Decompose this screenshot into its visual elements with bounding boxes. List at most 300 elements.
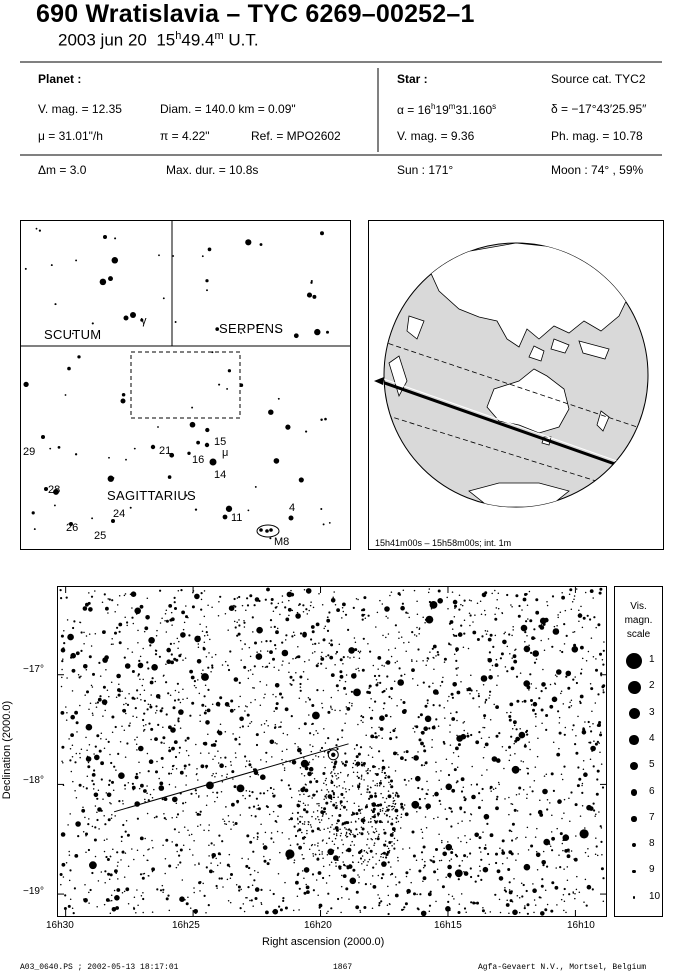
cluster-star: [383, 852, 386, 855]
field-star: [418, 806, 421, 809]
field-star: [274, 644, 276, 646]
field-star: [522, 701, 524, 703]
field-star: [476, 690, 478, 692]
field-star: [534, 899, 536, 901]
cluster-star: [350, 834, 352, 836]
field-star: [519, 897, 521, 899]
finder-star: [324, 418, 327, 421]
field-star: [488, 658, 493, 663]
field-star: [88, 892, 90, 894]
field-star: [414, 634, 416, 636]
field-star: [85, 737, 87, 739]
field-star: [411, 660, 413, 662]
cluster-star: [386, 798, 388, 800]
field-star: [354, 760, 356, 762]
field-star: [188, 755, 190, 757]
field-star: [371, 747, 373, 749]
field-star: [443, 707, 445, 709]
field-star: [406, 750, 409, 753]
field-star: [205, 765, 208, 768]
field-star: [535, 766, 537, 768]
field-star: [206, 631, 208, 633]
field-star: [140, 656, 142, 658]
field-star: [72, 745, 74, 747]
field-star: [377, 656, 381, 660]
scale-title-3: scale: [626, 629, 651, 640]
field-star: [563, 623, 565, 625]
field-star: [416, 660, 418, 662]
field-star: [294, 859, 296, 861]
field-star: [509, 760, 511, 762]
field-star: [475, 740, 479, 744]
field-star: [204, 590, 206, 592]
field-star: [402, 709, 407, 714]
field-star: [317, 663, 319, 665]
field-star: [60, 873, 63, 876]
field-star: [151, 840, 153, 842]
field-star: [575, 735, 577, 737]
cluster-star: [386, 807, 388, 809]
field-star: [402, 848, 404, 850]
field-star: [310, 638, 312, 640]
field-star: [515, 594, 518, 597]
field-star: [364, 869, 366, 871]
field-star: [116, 674, 121, 679]
finder-bright-star: [151, 445, 155, 449]
cluster-star: [367, 770, 369, 772]
field-star: [530, 845, 533, 848]
field-star: [224, 820, 226, 822]
field-star: [459, 595, 461, 597]
finder-star: [247, 509, 249, 511]
field-star: [319, 907, 321, 909]
field-star: [439, 704, 441, 706]
cluster-star: [351, 821, 353, 823]
field-star: [600, 672, 602, 674]
field-star: [276, 743, 278, 745]
field-star: [201, 673, 203, 675]
field-star: [206, 804, 208, 806]
field-star: [93, 753, 95, 755]
field-star: [239, 727, 241, 729]
cluster-star: [335, 806, 338, 809]
field-star: [91, 596, 93, 598]
field-star: [416, 860, 418, 862]
field-star: [109, 878, 111, 880]
field-star: [381, 861, 387, 867]
field-star: [466, 735, 469, 738]
field-star: [368, 687, 370, 689]
field-star: [213, 743, 217, 747]
field-star: [164, 817, 166, 819]
field-star: [482, 831, 484, 833]
cluster-star: [398, 821, 400, 823]
field-star: [185, 739, 187, 741]
field-star: [590, 687, 593, 690]
finder-star: [49, 448, 51, 450]
field-star: [271, 602, 273, 604]
field-star: [501, 851, 505, 855]
field-star: [228, 815, 230, 817]
field-star: [96, 798, 98, 800]
field-star: [353, 689, 361, 697]
field-star: [290, 817, 293, 820]
field-star: [300, 632, 302, 634]
field-star: [583, 901, 585, 903]
field-star: [592, 723, 594, 725]
cluster-star: [394, 838, 396, 840]
field-star: [470, 734, 472, 736]
field-star: [432, 648, 434, 650]
field-star: [75, 821, 81, 827]
field-star: [326, 912, 328, 914]
y-tick-3: −19°: [23, 886, 44, 897]
cluster-star: [396, 818, 398, 820]
field-star: [374, 675, 376, 677]
field-star: [548, 638, 550, 640]
field-star: [292, 658, 294, 660]
field-star: [83, 664, 88, 669]
cluster-star: [343, 806, 346, 809]
field-star: [145, 615, 150, 620]
field-star: [137, 630, 139, 632]
field-star: [508, 633, 510, 635]
cluster-star: [367, 768, 369, 770]
field-star: [174, 607, 177, 610]
field-star: [359, 910, 361, 912]
field-star: [358, 876, 360, 878]
field-star: [390, 823, 393, 826]
field-star: [347, 848, 352, 853]
cluster-star: [325, 813, 327, 815]
field-star: [132, 786, 136, 790]
field-star: [537, 869, 539, 871]
field-star: [195, 744, 197, 746]
finder-bright-star: [223, 515, 228, 520]
field-star: [184, 826, 186, 828]
cluster-star: [304, 823, 306, 825]
field-star: [102, 699, 108, 705]
scale-title-1: Vis.: [630, 601, 647, 612]
field-star: [263, 843, 265, 845]
field-star: [508, 913, 510, 915]
field-star: [427, 794, 429, 796]
field-star: [477, 638, 480, 641]
cluster-star: [342, 852, 344, 854]
field-star: [409, 847, 411, 849]
field-star: [425, 619, 427, 621]
field-star: [576, 876, 578, 878]
field-star: [252, 851, 254, 853]
field-star: [177, 813, 179, 815]
field-star: [433, 668, 435, 670]
field-star: [137, 905, 139, 907]
cluster-star: [367, 852, 369, 854]
field-star: [380, 809, 382, 811]
footer-file: A03_0640.PS ; 2002-05-13 18:17:01: [20, 963, 179, 972]
field-star: [214, 801, 216, 803]
scale-label: 9: [649, 864, 655, 876]
field-star: [355, 905, 359, 909]
field-star: [372, 908, 374, 910]
field-star: [138, 762, 140, 764]
field-star: [536, 851, 538, 853]
finder-bright-star: [205, 443, 209, 447]
field-star: [288, 784, 290, 786]
field-star: [92, 673, 95, 676]
cluster-star: [388, 809, 390, 811]
field-star: [556, 753, 560, 757]
field-star: [260, 774, 266, 780]
field-star: [456, 782, 458, 784]
cluster-star: [358, 851, 361, 854]
field-star: [297, 874, 299, 876]
field-star: [116, 697, 118, 699]
field-star: [294, 743, 296, 745]
field-star: [327, 630, 329, 632]
field-star: [601, 867, 604, 870]
field-star: [105, 738, 107, 740]
field-star: [517, 853, 519, 855]
field-star: [290, 844, 292, 846]
field-star: [318, 871, 322, 875]
cluster-star: [303, 843, 305, 845]
field-star: [253, 768, 255, 770]
field-star: [285, 707, 289, 711]
field-star: [558, 748, 560, 750]
field-star: [83, 831, 85, 833]
field-star: [230, 764, 232, 766]
field-star: [425, 705, 428, 708]
field-star: [524, 905, 526, 907]
field-star: [488, 864, 490, 866]
cluster-star: [326, 789, 328, 791]
field-star: [301, 832, 303, 834]
field-star: [144, 838, 146, 840]
field-star: [173, 658, 176, 661]
field-star: [575, 803, 578, 806]
field-star: [362, 608, 365, 611]
field-star: [404, 804, 406, 806]
cluster-star: [392, 832, 394, 834]
field-star: [346, 674, 348, 676]
field-star: [278, 873, 280, 875]
field-star: [120, 741, 122, 743]
ra-m-mark: m: [448, 102, 456, 111]
field-star: [385, 775, 387, 777]
field-star: [358, 806, 360, 808]
field-star: [448, 894, 450, 896]
finder-star: [108, 457, 110, 459]
field-star: [602, 659, 604, 661]
cluster-star: [391, 841, 393, 843]
field-star: [599, 751, 601, 753]
field-star: [470, 876, 472, 878]
field-star: [479, 847, 481, 849]
field-star: [136, 717, 138, 719]
field-star: [300, 686, 302, 688]
field-star: [341, 897, 343, 899]
field-star: [326, 619, 330, 623]
cluster-star: [315, 854, 317, 856]
field-star: [87, 776, 89, 778]
field-star: [305, 789, 309, 793]
cluster-star: [330, 826, 332, 828]
target-star: [331, 753, 335, 757]
finder-star: [320, 418, 322, 420]
field-star: [340, 808, 342, 810]
field-star: [217, 750, 219, 752]
constellation-sagittarius: SAGITTARIUS: [107, 488, 197, 503]
field-star: [589, 618, 591, 620]
cluster-star: [394, 803, 396, 805]
finder-star: [75, 453, 77, 455]
finder-star: [65, 394, 67, 396]
field-star: [289, 683, 291, 685]
field-star: [163, 675, 165, 677]
field-star: [125, 593, 127, 595]
cluster-star: [379, 803, 382, 806]
field-star: [432, 683, 434, 685]
cluster-star: [352, 785, 354, 787]
cluster-star: [305, 805, 307, 807]
field-star: [526, 797, 528, 799]
field-star: [109, 780, 111, 782]
field-star: [212, 759, 214, 761]
field-star: [527, 604, 529, 606]
field-star: [595, 837, 597, 839]
field-star: [265, 666, 267, 668]
field-star: [387, 886, 389, 888]
field-star: [185, 657, 187, 659]
field-star: [392, 729, 395, 732]
cluster-star: [352, 834, 354, 836]
cluster-star: [337, 847, 339, 849]
field-star: [356, 755, 359, 758]
field-star: [356, 762, 361, 767]
field-star: [230, 700, 233, 703]
field-star: [430, 860, 432, 862]
field-star: [201, 764, 205, 768]
field-star: [206, 782, 214, 790]
field-star: [540, 640, 542, 642]
field-star: [273, 811, 275, 813]
field-star: [67, 619, 69, 621]
field-star: [196, 768, 198, 770]
finder-star: [326, 331, 329, 334]
field-star: [556, 828, 558, 830]
finder-star: [226, 506, 232, 512]
field-star: [301, 854, 303, 856]
field-star: [162, 885, 164, 887]
field-star: [174, 597, 176, 599]
field-star: [277, 831, 279, 833]
field-star: [483, 757, 485, 759]
field-star: [553, 741, 555, 743]
field-star: [528, 741, 530, 743]
finder-star: [158, 254, 160, 256]
field-star: [136, 889, 138, 891]
field-star: [593, 616, 595, 618]
field-star: [385, 637, 387, 639]
field-star: [336, 684, 339, 687]
scale-row: [615, 756, 662, 776]
field-star: [224, 823, 226, 825]
field-star: [458, 756, 460, 758]
field-star: [202, 883, 204, 885]
field-star: [168, 604, 172, 608]
field-star: [446, 784, 453, 791]
cluster-star: [311, 816, 313, 818]
field-star: [545, 791, 547, 793]
field-star: [178, 654, 181, 657]
field-star: [598, 742, 600, 744]
field-star: [444, 658, 447, 661]
field-star: [240, 659, 242, 661]
field-star: [499, 899, 501, 901]
field-star: [563, 868, 565, 870]
field-star: [191, 834, 193, 836]
cluster-star: [339, 785, 341, 787]
field-star: [580, 606, 582, 608]
field-star: [124, 616, 126, 618]
field-star: [317, 810, 319, 812]
field-star: [230, 877, 232, 879]
field-star: [273, 788, 275, 790]
field-star: [155, 650, 157, 652]
field-star: [168, 749, 171, 752]
cluster-star: [297, 819, 299, 821]
field-star: [388, 649, 390, 651]
scale-label: 6: [649, 785, 655, 797]
field-star: [236, 635, 238, 637]
field-star: [541, 860, 546, 865]
field-star: [559, 732, 562, 735]
field-star: [481, 675, 488, 682]
field-star: [249, 841, 252, 844]
field-star: [519, 912, 521, 914]
field-star: [302, 632, 307, 637]
moon-info: Moon : 74° , 59%: [551, 163, 644, 177]
field-star: [493, 704, 495, 706]
finder-bright-star: [121, 399, 126, 404]
field-star: [270, 740, 275, 745]
field-star: [557, 614, 559, 616]
cluster-star: [361, 863, 363, 865]
field-star: [195, 812, 197, 814]
cluster-star: [334, 844, 336, 846]
field-star: [482, 909, 485, 912]
field-star: [480, 879, 482, 881]
field-star: [335, 865, 337, 867]
field-star: [280, 908, 283, 911]
field-star: [423, 867, 425, 869]
field-star: [494, 590, 496, 592]
field-star: [135, 912, 137, 914]
field-star: [457, 767, 459, 769]
field-star: [592, 597, 594, 599]
field-star: [316, 790, 318, 792]
field-star: [484, 591, 487, 594]
field-star: [553, 790, 555, 792]
field-star: [252, 673, 254, 675]
field-star: [246, 897, 248, 899]
direction-arrow-icon: [374, 377, 384, 385]
finder-star: [51, 264, 53, 266]
finder-star: [211, 351, 213, 353]
field-star: [423, 876, 427, 880]
field-star: [566, 635, 568, 637]
